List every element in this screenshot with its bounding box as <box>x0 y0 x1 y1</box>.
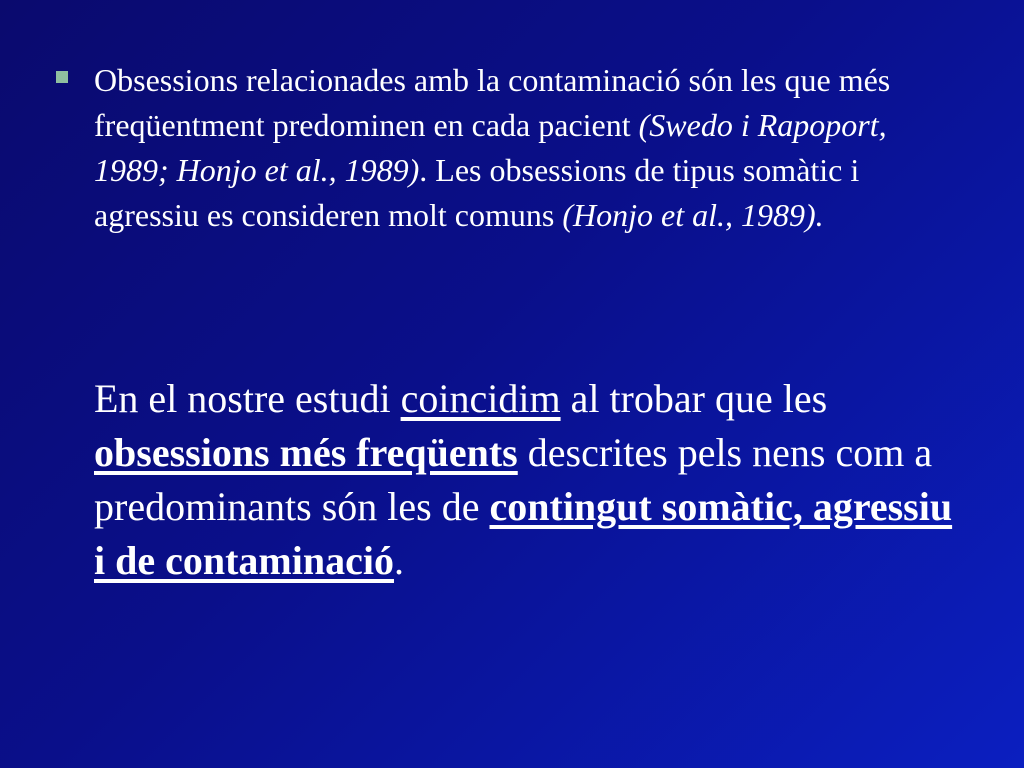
bullet-item <box>56 58 956 238</box>
citation-swedo-honjo: (Swedo i Rapoport, 1989; Honjo et al., 1989) <box>94 107 887 188</box>
square-bullet-icon <box>56 71 68 83</box>
bold-underlined-obsessions: obsessions més freqüents <box>94 430 518 475</box>
bullet-text-part2: . Les obsessions de tipus somàtic i agressiu es consideren molt comuns <box>94 152 860 233</box>
paragraph-part1: En el nostre estudi <box>94 376 401 421</box>
paragraph-part4: . <box>393 538 404 583</box>
paragraph-part2: al trobar que les <box>560 376 828 421</box>
paragraph-part3: descrites pels nens com a predominants són les de <box>94 430 933 529</box>
bold-underlined-contingut: contingut somàtic, agressiu i de contaminació <box>94 484 953 583</box>
bullet-text <box>94 58 954 238</box>
study-paragraph <box>94 372 954 588</box>
bullet-text-part1: Obsessions relacionades amb la contaminació són les que més freqüentment predominen en cada pacient <box>94 62 891 143</box>
citation-honjo: (Honjo et al., 1989). <box>562 197 824 233</box>
underlined-coincidim: coincidim <box>400 376 561 421</box>
